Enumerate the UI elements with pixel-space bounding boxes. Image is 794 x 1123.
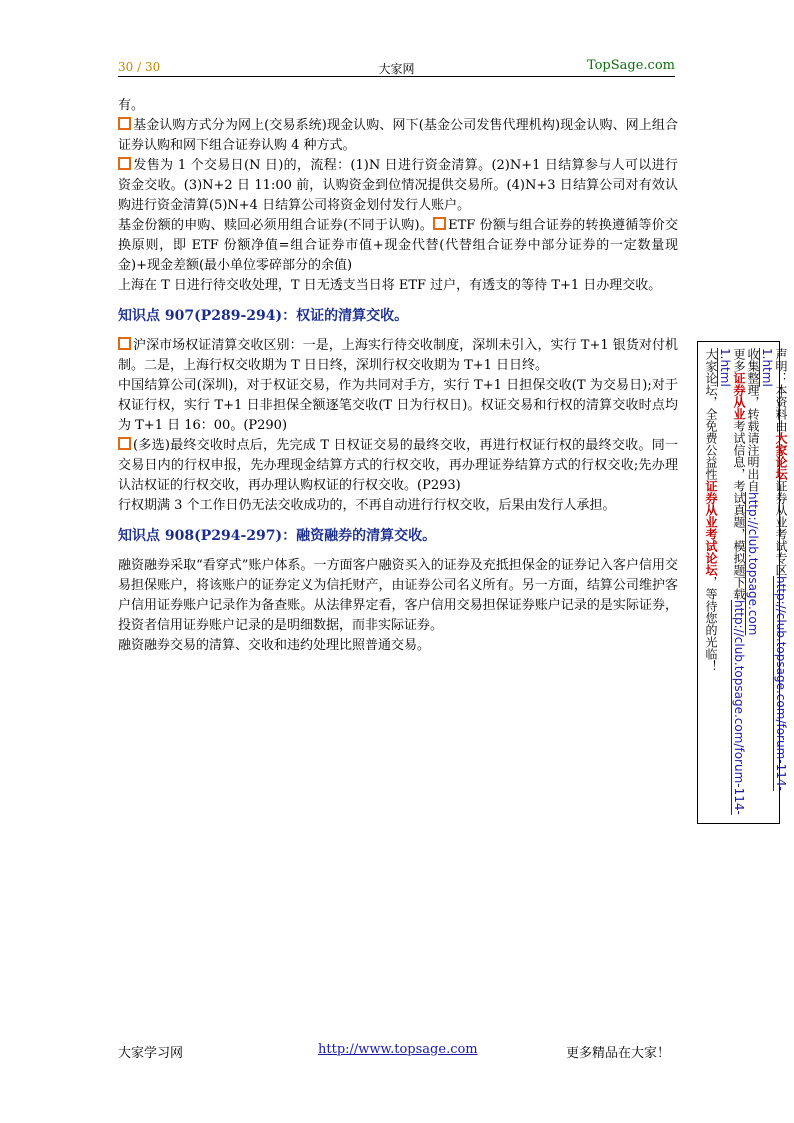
section-heading-907: 知识点 907(P289-294)：权证的清算交收。 (118, 308, 409, 324)
paragraph: 基金份额的申购、赎回必须用组合证券(不同于认购)。 ETF 份额与组合证券的转换遵循等价交换原则，即 ETF 份额净值=组合证券市值+现金代替(代替组合证券中部分证券的一定数量现金)+现金差额(最小单位零碎部分的余值) (118, 218, 678, 273)
checkbox-bullet-icon (433, 217, 446, 230)
paragraph: 发售为 1 个交易日(N 日)的，流程：(1)N 日进行资金清算。(2)N+1 日结算参与人可以进行资金交收。(3)N+2 日 11:00 前，认购资金到位情况提供交易所。(4)N+3 日结算公司对有效认购进行资金清算(5)N+4 日结算公司将资金划付发行人账户。 (118, 158, 678, 213)
header-site-name: 大家网 (378, 62, 415, 76)
checkbox-bullet-icon (118, 437, 131, 450)
paragraph: 有。 (118, 98, 145, 113)
paragraph: 中国结算公司(深圳)，对于权证交易，作为共同对手方，实行 T+1 日担保交收(T 为交易日);对于权证行权，实行 T+1 日非担保全额逐笔交收(T 日为行权日)。权证交易和行权的清算交收时点均为 T+1 日 16：00。(P290) (118, 378, 678, 433)
footer-tagline: 更多精品在大家！ (566, 1046, 671, 1061)
sidebar-vertical-text: 声明：本资料由大家论坛证券从业考试专区http://club.topsage.com/forum-114-1.html 收集整理，转载请注明出自http://club.topsage.com 更多证券从业考试信息，考试真题，模拟题下载http://club.topsage.com/forum-114-1.html 大家论坛，全免费公益性证券从业考试论坛，等待您的光临！ (704, 348, 788, 815)
sidebar-link[interactable]: http://club.topsage.com (746, 492, 760, 636)
header-url[interactable]: TopSage.com (586, 58, 675, 73)
footer-site: 大家学习网 (118, 1046, 184, 1061)
page-header (118, 58, 675, 77)
paragraph: 上海在 T 日进行待交收处理，T 日无透支当日将 ETF 过户，有透支的等待 T+1 日办理交收。 (118, 278, 662, 293)
sidebar-link[interactable]: http://club.topsage.com/forum-114-1.html (760, 348, 788, 791)
paragraph: 行权期满 3 个工作日仍无法交收成功的，不再自动进行行权交收，后果由发行人承担。 (118, 498, 616, 513)
paragraph: 融资融券采取“看穿式”账户体系。一方面客户融资买入的证券及充抵担保金的证券记入客户信用交易担保账户，将该账户的证券定义为信托财产，由证券公司名义所有。另一方面，结算公司维护客户信用证券账户记录作为备查账。从法律界定看，客户信用交易担保证券账户记录的是实际证券，投资者信用证券账户记录的是明细数据，而非实际证券。 (118, 558, 678, 633)
footer-link[interactable]: http://www.topsage.com (318, 1042, 478, 1057)
page-number: 30 / 30 (118, 60, 161, 74)
checkbox-bullet-icon (118, 117, 131, 130)
paragraph: 融资融券交易的清算、交收和违约处理比照普通交易。 (118, 638, 431, 653)
sidebar-link[interactable]: http://club.topsage.com/forum-114-1.html (718, 348, 746, 815)
paragraph: 沪深市场权证清算交收区别：一是，上海实行待交收制度，深圳未引入，实行 T+1 银货对付机制。二是，上海行权交收期为 T 日日终，深圳行权交收期为 T+1 日日终。 (118, 338, 678, 373)
paragraph: (多选)最终交收时点后，先完成 T 日权证交易的最终交收，再进行权证行权的最终交收。同一交易日内的行权申报，先办理现金结算方式的行权交收，再办理证券结算方式的行权交收;先办理认沽权证的行权交收，再办理认购权证的行权交收。(P293) (118, 438, 678, 493)
paragraph: 基金认购方式分为网上(交易系统)现金认购、网下(基金公司发售代理机构)现金认购、网上组合证券认购和网下组合证券认购 4 种方式。 (118, 118, 678, 153)
section-heading-908: 知识点 908(P294-297)：融资融券的清算交收。 (118, 528, 437, 544)
sidebar-brand: 大家论坛 (774, 432, 788, 480)
checkbox-bullet-icon (118, 337, 131, 350)
sidebar-notice (697, 341, 788, 824)
checkbox-bullet-icon (118, 157, 131, 170)
document-body (118, 96, 678, 656)
